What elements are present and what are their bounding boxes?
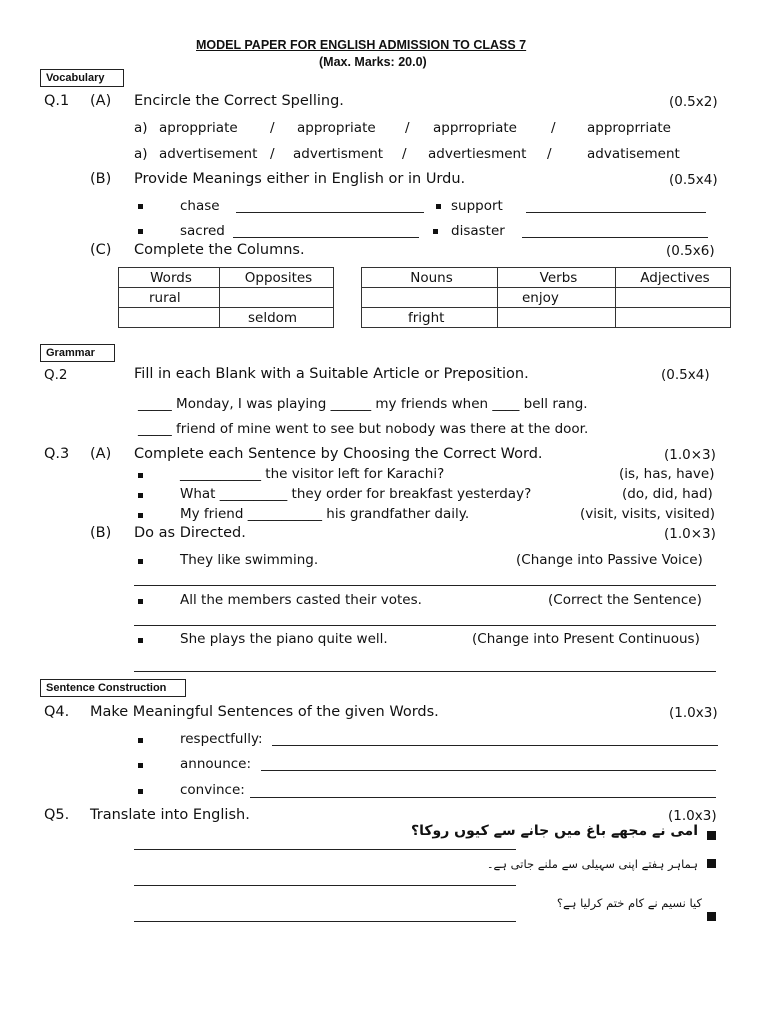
q2-number: Q.2 [44,367,68,383]
q3a-marks: (1.0×3) [664,447,716,463]
bullet [138,204,143,209]
bullet [436,204,441,209]
q3a-item1: ____________ the visitor left for Karachi? [180,466,445,482]
q2-instruction: Fill in each Blank with a Suitable Article or Preposition. [134,366,529,382]
table-cell: rural [119,288,220,308]
q1b-word-chase: chase [180,198,220,214]
table-cell[interactable] [119,308,220,328]
blank[interactable]: _____ [138,421,172,437]
q5-marks: (1.0x3) [668,808,717,824]
text: bell rang. [519,396,588,412]
q3-number: Q.3 [44,446,70,462]
q3a-options1: (is, has, have) [619,466,715,482]
table-cell[interactable] [362,288,498,308]
q1a-row2-sep1: / [270,146,275,162]
q5-urdu-sentence1: امی نے مجھے باغ میں جانے سے کیوں روکا؟ [411,823,698,839]
q5-answer-line[interactable] [134,885,516,886]
bullet [138,738,143,743]
q1a-row1-sep3: / [551,120,556,136]
bullet [138,473,143,478]
table-header: Verbs [498,268,616,288]
table-cell: fright [362,308,498,328]
bullet [433,229,438,234]
q4-word2: announce: [180,756,252,772]
bullet [138,763,143,768]
q1b-marks: (0.5x4) [669,172,718,188]
opposites-table [118,267,334,328]
q1b-answer-line[interactable] [233,237,419,238]
bullet [707,831,716,840]
q1a-row2-opt1: advertisement [159,146,258,162]
q1b-answer-line[interactable] [236,212,424,213]
q5-urdu-sentence3: کیا نسیم نے کام ختم کرلیا ہے؟ [556,896,702,910]
q3a-label: (A) [90,446,112,462]
q1a-row1-opt1: aproppriate [159,120,238,136]
q2-line2 [138,421,588,437]
q1a-row1-sep1: / [270,120,275,136]
q4-marks: (1.0x3) [669,705,718,721]
bullet [138,789,143,794]
q3b-instruction: Do as Directed. [134,525,246,541]
q1a-row1-sep2: / [405,120,410,136]
q1b-instruction: Provide Meanings either in English or in Urdu. [134,171,466,187]
blank[interactable]: ______ [330,396,372,412]
q2-marks: (0.5x4) [661,367,710,383]
blank[interactable]: ____ [492,396,520,412]
max-marks: (Max. Marks: 20.0) [319,55,427,69]
q3b-answer-line[interactable] [134,585,716,586]
text: my friends when [371,396,493,412]
q1b-answer-line[interactable] [526,212,706,213]
q1-number: Q.1 [44,93,70,109]
bullet [138,559,143,564]
section-grammar: Grammar [40,344,115,362]
q3b-label: (B) [90,525,112,541]
q3b-marks: (1.0×3) [664,526,716,542]
q2-line1 [138,396,588,412]
blank[interactable]: ____________ [180,466,261,482]
q1a-row1-prefix: a) [134,120,148,136]
q4-answer-line[interactable] [261,770,716,771]
bullet [138,229,143,234]
text: Monday, I was playing [171,396,331,412]
q5-instruction: Translate into English. [90,807,250,823]
q1c-instruction: Complete the Columns. [134,242,305,258]
q1a-row2-opt2: advertisment [293,146,384,162]
q1a-row2-prefix: a) [134,146,148,162]
q5-urdu-sentence2: ہماہر ہفتے اپنی سہیلی سے ملنے جاتی ہے۔ [486,857,698,871]
table-cell[interactable] [498,308,616,328]
q1b-word-support: support [451,198,503,214]
q1a-row2-sep3: / [547,146,552,162]
q3b-direction1: (Change into Passive Voice) [516,552,703,568]
blank[interactable]: __________ [219,486,288,502]
table-cell: seldom [220,308,334,328]
bullet [138,638,143,643]
q1a-label: (A) [90,93,112,109]
bullet [707,859,716,868]
q3b-answer-line[interactable] [134,671,716,672]
bullet [138,513,143,518]
paper-title: MODEL PAPER FOR ENGLISH ADMISSION TO CLASS 7 [196,38,527,52]
q3b-direction3: (Change into Present Continuous) [472,631,700,647]
q1b-answer-line[interactable] [522,237,708,238]
q1c-marks: (0.5x6) [666,243,715,259]
q3b-sentence3: She plays the piano quite well. [180,631,388,647]
q5-answer-line[interactable] [134,921,516,922]
table-cell[interactable] [616,288,731,308]
q4-answer-line[interactable] [250,797,716,798]
blank[interactable]: ___________ [247,506,322,522]
q1a-marks: (0.5x2) [669,94,718,110]
q1a-row2-opt3: advertiesment [428,146,527,162]
section-sentence-construction: Sentence Construction [40,679,186,697]
q1b-label: (B) [90,171,112,187]
q1a-row2-opt4: advatisement [587,146,680,162]
q3b-sentence1: They like swimming. [180,552,319,568]
blank[interactable]: _____ [138,396,172,412]
q5-answer-line[interactable] [134,849,516,850]
q1a-row2-sep2: / [402,146,407,162]
q1a-row1-opt2: appropriate [297,120,376,136]
q1a-row1-opt4: approprriate [587,120,671,136]
q4-number: Q4. [44,704,70,720]
q4-instruction: Make Meaningful Sentences of the given Words. [90,704,439,720]
table-cell[interactable] [220,288,334,308]
q3a-item2: What __________ they order for breakfast yesterday? [180,486,532,502]
q1a-instruction: Encircle the Correct Spelling. [134,93,344,109]
q4-word1: respectfully: [180,731,263,747]
q3a-item3: My friend ___________ his grandfather daily. [180,506,470,522]
section-vocabulary: Vocabulary [40,69,124,87]
table-header: Opposites [220,268,334,288]
table-header: Words [119,268,220,288]
q5-number: Q5. [44,807,70,823]
table-header: Adjectives [616,268,731,288]
q4-word3: convince: [180,782,245,798]
q3a-instruction: Complete each Sentence by Choosing the Correct Word. [134,446,543,462]
q3b-answer-line[interactable] [134,625,716,626]
bullet [138,599,143,604]
q1c-label: (C) [90,242,112,258]
table-cell: enjoy [498,288,616,308]
text: friend of mine went to see but nobody was there at the door. [171,421,589,437]
q3a-options3: (visit, visits, visited) [580,506,716,522]
table-cell[interactable] [616,308,731,328]
word-forms-table [361,267,731,328]
table-header: Nouns [362,268,498,288]
q4-answer-line[interactable] [272,745,718,746]
q1b-word-disaster: disaster [451,223,505,239]
q3b-direction2: (Correct the Sentence) [548,592,702,608]
q3b-sentence2: All the members casted their votes. [180,592,422,608]
q1b-word-sacred: sacred [180,223,225,239]
bullet [138,493,143,498]
q3a-options2: (do, did, had) [622,486,713,502]
bullet [707,912,716,921]
q1a-row1-opt3: apprropriate [433,120,517,136]
